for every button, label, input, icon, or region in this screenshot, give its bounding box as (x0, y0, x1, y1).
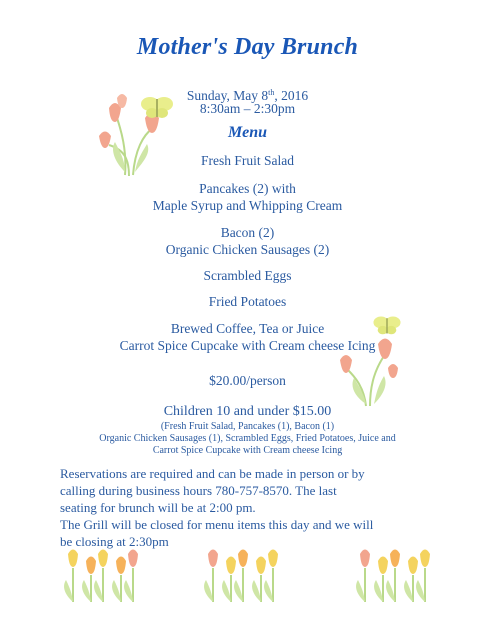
children-price-heading: Children 10 and under $15.00 (163, 404, 332, 419)
page-title: Mother's Day Brunch (136, 34, 359, 60)
children-menu-line: Carrot Spice Cupcake with Cream cheese Icing (152, 445, 343, 456)
menu-item: Pancakes (2) with (199, 181, 296, 196)
tulip-row-icon (60, 544, 440, 604)
reservation-line: seating for brunch will be at 2:00 pm. (60, 500, 256, 515)
menu-item: Bacon (2) (220, 225, 275, 240)
menu-item: Fried Potatoes (208, 294, 287, 309)
children-menu-line: Organic Chicken Sausages (1), Scrambled Eggs, Fried Potatoes, Juice and (99, 433, 396, 444)
event-time: 8:30am – 2:30pm (199, 101, 296, 116)
closing-line: be closing at 2:30pm (60, 534, 169, 549)
event-date: Sunday, May 8th, 2016 (186, 88, 309, 103)
menu-item: Organic Chicken Sausages (2) (165, 242, 330, 257)
menu-heading: Menu (227, 124, 268, 141)
menu-item: Fresh Fruit Salad (201, 153, 294, 168)
menu-item: Maple Syrup and Whipping Cream (152, 198, 343, 213)
reservation-line: calling during business hours 780-757-8570. The last (60, 483, 337, 498)
price: $20.00/person (209, 373, 286, 388)
menu-item: Carrot Spice Cupcake with Cream cheese Icing (119, 338, 376, 353)
children-menu-line: (Fresh Fruit Salad, Pancakes (1), Bacon (1) (160, 421, 335, 432)
menu-item: Brewed Coffee, Tea or Juice (170, 321, 325, 336)
closing-line: The Grill will be closed for menu items this day and we will (60, 517, 374, 532)
menu-item: Scrambled Eggs (203, 268, 292, 283)
reservation-line: Reservations are required and can be made in person or by (60, 466, 365, 481)
